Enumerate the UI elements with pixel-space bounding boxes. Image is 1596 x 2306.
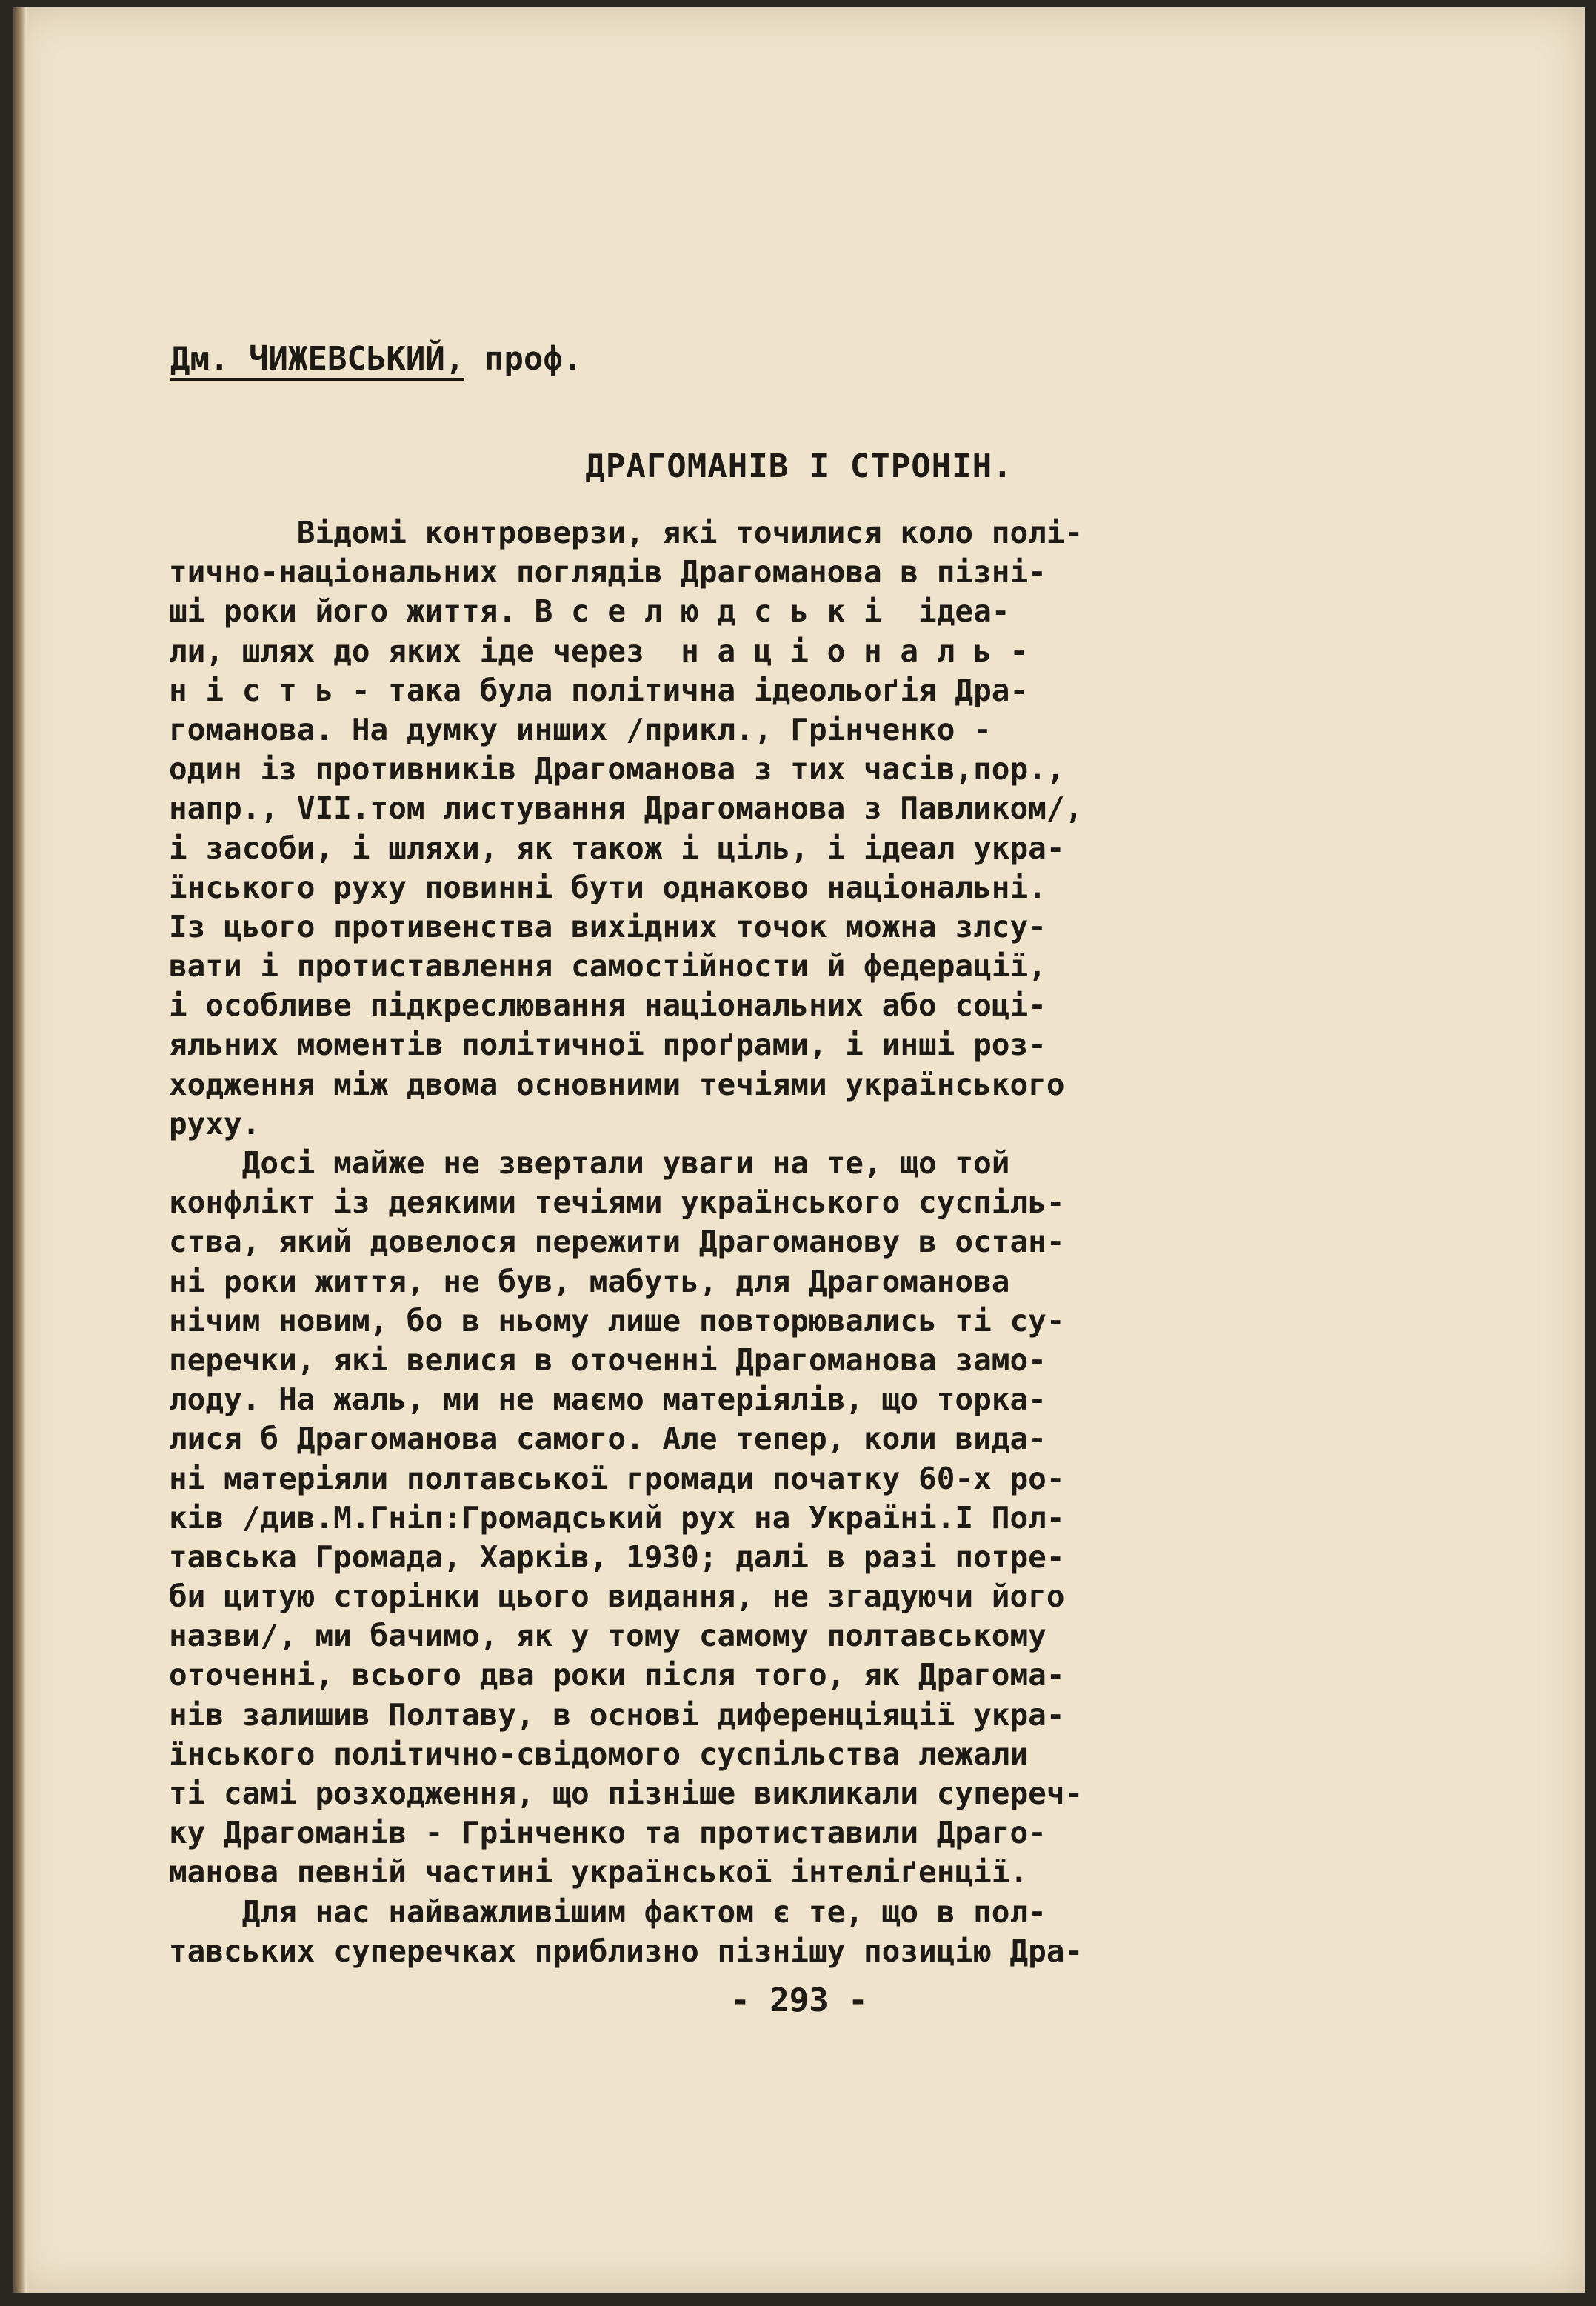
text-line: ші роки його життя. В с е л ю д с ь к і ідеа- [169,593,1010,630]
page-binding-edge [13,7,27,2293]
text-line: Відомі контроверзи, які точилися коло полі- [169,515,1084,550]
text-line: нів залишив Полтаву, в основі диференціяції укра- [169,1696,1065,1733]
text-line: перечки, які велися в оточенні Драгоманова замо- [169,1342,1046,1378]
text-line: тично-національних поглядів Драгоманова в пізні- [169,554,1046,590]
text-line: їнського руху повинні бути однаково національні. [169,869,1046,905]
article-title: ДРАГОМАНІВ І СТРОНІН. [585,447,1013,485]
text-line: один із противників Драгоманова з тих часів,пор., [169,751,1065,787]
text-line: Досі майже не звертали уваги на те, що той [169,1145,1010,1181]
text-line: лоду. На жаль, ми не маємо матеріялів, що торка- [169,1382,1046,1418]
text-line: Із цього противенства вихідних точок можна злсу- [169,908,1046,944]
text-line: ні матеріяли полтавської громади початку 60-х ро- [169,1460,1065,1496]
text-line: би цитую сторінки цього видання, не згадуючи його [169,1579,1065,1615]
text-line: лися б Драгоманова самого. Але тепер, коли вида- [169,1421,1046,1457]
text-line: ходження між двома основними течіями українського [169,1066,1065,1102]
text-line: яльних моментів політичної проґрами, і инші роз- [169,1027,1046,1063]
text-line: їнського політично-свідомого суспільства лежали [169,1736,1029,1772]
text-line: і засоби, і шляхи, як також і ціль, і ідеал укра- [169,830,1065,866]
text-line: гоманова. На думку инших /прикл., Грінченко - [169,711,992,747]
text-line: ку Драгоманів - Грінченко та протиставили Драго- [169,1815,1046,1851]
text-line: і особливе підкреслювання національних або соці- [169,987,1046,1024]
text-line: руху. [169,1105,261,1142]
author-name: Дм. ЧИЖЕВСЬКИЙ, [170,340,464,381]
text-line: напр., VII.том листування Драгоманова з Павликом/, [169,790,1084,827]
text-line: конфлікт із деякими течіями українського суспіль- [169,1184,1065,1221]
text-line: тавських суперечках приблизно пізнішу позицію Дра- [169,1933,1084,1969]
text-line: ли, шлях до яких іде через н а ц і о н а л ь - [169,633,1029,669]
article-body [169,513,1083,1971]
text-line: манова певній частині української інтеліґенції. [169,1854,1029,1890]
text-line: нічим новим, бо в ньому лише повторювались ті су- [169,1302,1065,1339]
document-page [13,7,1585,2293]
text-line: ті самі розходження, що пізніше викликали супереч- [169,1776,1084,1811]
text-line: Для нас найважливішим фактом є те, що в пол- [169,1893,1046,1930]
text-line: н і с т ь - така була політична ідеольоґія Дра- [169,672,1029,708]
text-line: назви/, ми бачимо, як у тому самому полтавському [169,1618,1046,1654]
author-title: проф. [484,340,583,378]
text-line: тавська Громада, Харків, 1930; далі в разі потре- [169,1539,1065,1575]
page-number: - 293 - [730,1982,868,2019]
text-line: вати і протиставлення самостійности й федерації, [169,948,1046,984]
text-line: ні роки життя, не був, мабуть, для Драгоманова [169,1263,1010,1299]
text-line: ства, який довелося пережити Драгоманову в остан- [169,1224,1065,1260]
text-line: оточенні, всього два роки після того, як Драгома- [169,1657,1065,1693]
text-line: ків /див.М.Гніп:Громадський рух на Україні.І Пол- [169,1499,1065,1536]
author-line [170,337,582,381]
